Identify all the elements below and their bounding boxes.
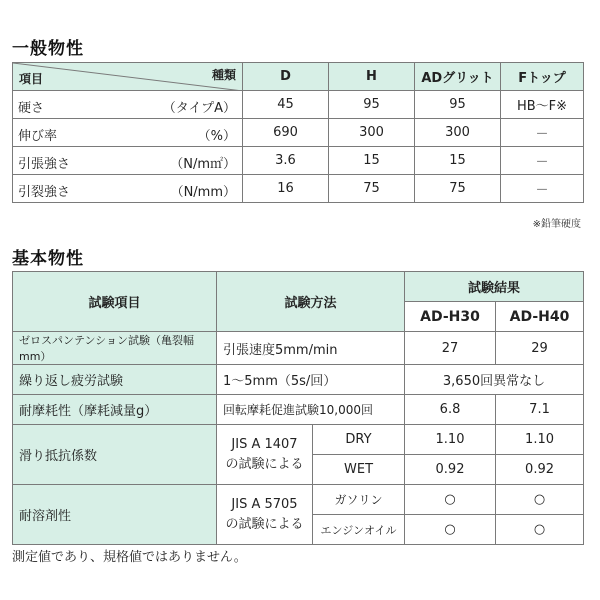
table-cell: 1.10 (496, 425, 584, 455)
header-item-label: 項目 (19, 72, 44, 86)
table-cell: － (501, 147, 584, 175)
table-cell: 300 (329, 119, 415, 147)
table-header-row (13, 272, 584, 302)
basic-properties-table (12, 271, 584, 545)
header-test-method: 試験方法 (217, 272, 405, 332)
table-cell: 3,650回異常なし (405, 365, 584, 395)
table-cell: － (501, 175, 584, 203)
column-header: AD-H40 (496, 302, 584, 332)
table-row (13, 425, 584, 455)
table-cell: 0.92 (405, 455, 496, 485)
table-cell: 0.92 (496, 455, 584, 485)
table-cell: 75 (415, 175, 501, 203)
row-label-cell (13, 175, 243, 203)
table-cell: 29 (496, 332, 584, 365)
condition-cell: DRY (313, 425, 405, 455)
table-row (13, 485, 584, 515)
row-unit: （N/mm） (170, 185, 236, 200)
row-label: 伸び率 (18, 129, 58, 144)
measurement-note: 測定値であり、規格値ではありません。 (12, 550, 247, 565)
method-line: の試験による (225, 516, 304, 532)
method-cell (217, 485, 313, 545)
header-test-item: 試験項目 (13, 272, 217, 332)
row-label: 耐溶剤性 (13, 485, 217, 545)
column-header: H (329, 63, 415, 91)
table-row (13, 147, 584, 175)
method-cell: 回転摩耗促進試験10,000回 (217, 395, 405, 425)
row-label: ゼロスパンテンション試験（亀裂幅mm） (13, 332, 217, 365)
pencil-hardness-note: ※鉛筆硬度 (532, 219, 581, 230)
table-cell: ○ (496, 515, 584, 545)
table-cell: ○ (405, 515, 496, 545)
table-cell: 15 (415, 147, 501, 175)
table-cell: 95 (329, 91, 415, 119)
header-test-result: 試験結果 (405, 272, 584, 302)
table-cell: 45 (243, 91, 329, 119)
row-unit: （%） (197, 129, 236, 144)
row-label: 滑り抵抗係数 (13, 425, 217, 485)
method-cell: 引張速度5mm/min (217, 332, 405, 365)
table-cell: ○ (496, 485, 584, 515)
diagonal-header-cell (13, 63, 243, 91)
table-cell: 300 (415, 119, 501, 147)
method-cell: 1～5mm（5s/回） (217, 365, 405, 395)
method-line: JIS A 1407 (231, 436, 298, 452)
row-label: 硬さ (18, 101, 45, 116)
table-cell: 690 (243, 119, 329, 147)
condition-cell: ガソリン (313, 485, 405, 515)
table-cell: 16 (243, 175, 329, 203)
row-label-cell (13, 119, 243, 147)
section2-title: 基本物性 (12, 249, 84, 269)
row-label: 耐摩耗性（摩耗減量g） (13, 395, 217, 425)
table-row (13, 91, 584, 119)
table-row (13, 119, 584, 147)
table-cell: 15 (329, 147, 415, 175)
table-cell: ○ (405, 485, 496, 515)
table-cell: 27 (405, 332, 496, 365)
table-cell: 1.10 (405, 425, 496, 455)
method-line: JIS A 5705 (231, 496, 298, 512)
table-cell: 3.6 (243, 147, 329, 175)
column-header: D (243, 63, 329, 91)
table-row (13, 332, 584, 365)
table-cell: 75 (329, 175, 415, 203)
column-header: Fトップ (501, 63, 584, 91)
column-header: AD-H30 (405, 302, 496, 332)
row-label: 引張強さ (18, 157, 71, 172)
condition-cell: エンジンオイル (313, 515, 405, 545)
row-label: 繰り返し疲労試験 (13, 365, 217, 395)
column-header: ADグリット (415, 63, 501, 91)
condition-cell: WET (313, 455, 405, 485)
method-cell (217, 425, 313, 485)
row-label: 引裂強さ (18, 185, 71, 200)
row-label-cell (13, 91, 243, 119)
table-cell: 7.1 (496, 395, 584, 425)
row-unit: （タイプA） (162, 101, 236, 116)
table-cell: HB～F※ (501, 91, 584, 119)
general-properties-table (12, 62, 584, 203)
table-header-row (13, 63, 584, 91)
table-row (13, 395, 584, 425)
section1-title: 一般物性 (12, 39, 84, 59)
table-row (13, 365, 584, 395)
table-cell: － (501, 119, 584, 147)
table-row (13, 175, 584, 203)
header-type-label: 種類 (211, 68, 236, 82)
method-line: の試験による (225, 456, 304, 472)
table-cell: 95 (415, 91, 501, 119)
row-unit: （N/m㎡） (170, 157, 236, 172)
row-label-cell (13, 147, 243, 175)
table-cell: 6.8 (405, 395, 496, 425)
